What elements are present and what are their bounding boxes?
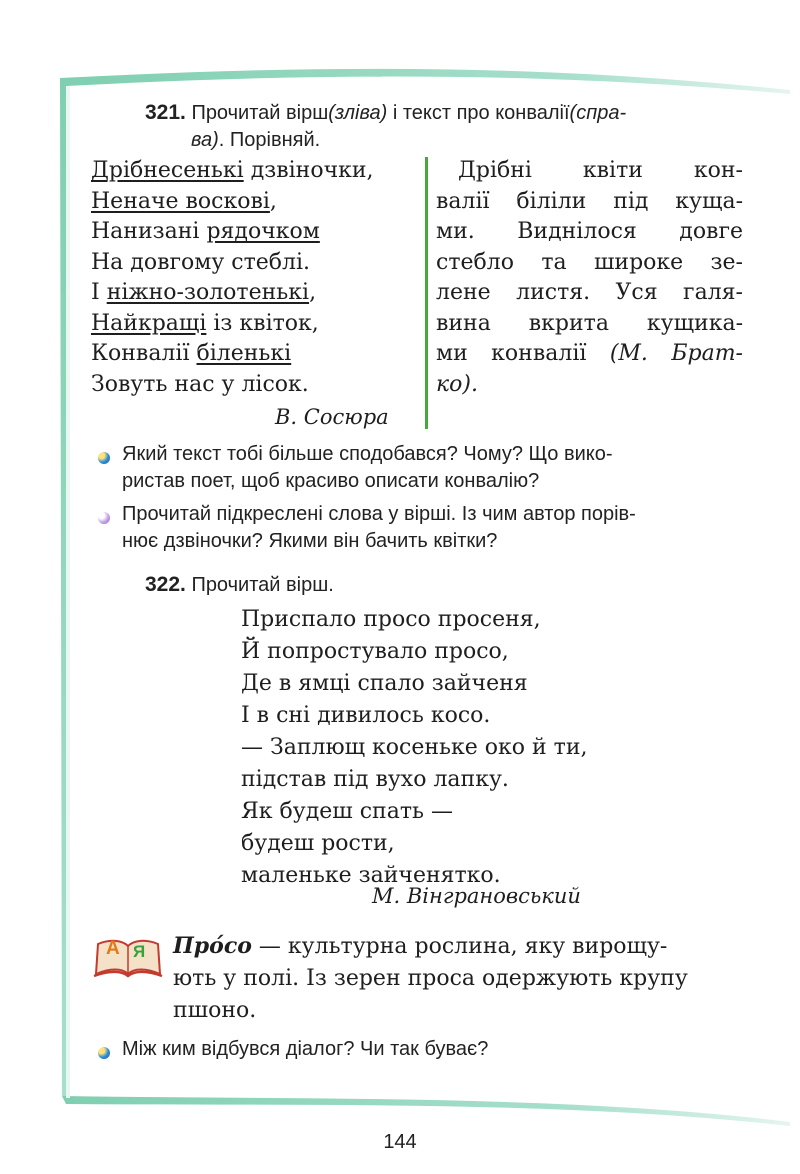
- letter-ya-icon: Я: [133, 942, 146, 961]
- dictionary-book-icon: [92, 934, 164, 978]
- task-text: . Порівняй.: [218, 129, 321, 151]
- task-text: Прочитай вірш: [191, 102, 329, 124]
- poem-line: Найкращі із квіток,: [91, 310, 319, 336]
- poem-line: Де в ямці спало зайченя: [241, 671, 528, 696]
- prose-line: вина вкрита кущика-: [436, 310, 743, 336]
- prose-author: ко).: [436, 371, 478, 397]
- underlined-word: Найкращі: [91, 310, 207, 336]
- question-1: Який текст тобі більше сподобався? Чому? Що вико- ристав поет, щоб красиво описати конвалію?: [122, 443, 613, 492]
- letter-a-icon: А: [106, 938, 120, 959]
- task-321-header: [145, 99, 750, 154]
- dictionary-term: Про́со: [173, 933, 252, 959]
- page-number: 144: [383, 1131, 417, 1153]
- task-text: Прочитай вірш.: [191, 574, 334, 596]
- underlined-word: Неначе воскові: [91, 188, 270, 214]
- poem-line: Неначе воскові,: [91, 188, 277, 214]
- poem-vingranovskyi: [241, 604, 588, 892]
- task-note: ва): [191, 129, 219, 151]
- poem-line: Зовуть нас у лісок.: [91, 371, 309, 397]
- poem-line: Приспало просо просеня,: [241, 607, 541, 632]
- prose-line: валії біліли під куща-: [436, 188, 743, 214]
- poem-line: будеш рости,: [241, 831, 395, 856]
- poem-line: підстав під вухо лапку.: [241, 767, 509, 792]
- question-3: Між ким відбувся діалог? Чи так буває?: [122, 1038, 489, 1060]
- poem-line: маленьке зайченятко.: [241, 863, 501, 888]
- poem-line: Дрібнесенькі дзвіночки,: [91, 158, 374, 183]
- poem-line: Як будеш спать —: [241, 799, 453, 824]
- prose-line: стебло та широке зе-: [436, 249, 743, 275]
- underlined-word: Дрібнесенькі: [91, 158, 244, 183]
- prose-line: ми. Виднілося довге: [436, 219, 743, 244]
- question-2: Прочитай підкреслені слова у вірші. Із чим автор порів- нює дзвіночки? Якими він бачить квітки?: [122, 503, 636, 552]
- task-text: і текст про конвалії: [392, 102, 570, 124]
- underlined-word: ніжно-золотенькі: [106, 280, 310, 305]
- prose-line: лене листя. Уся галя-: [436, 280, 743, 305]
- task-322-header: [145, 571, 334, 599]
- prose-author: (М. Брат-: [609, 341, 743, 366]
- underlined-word: біленькі: [196, 341, 292, 366]
- bullet-blue-icon: [98, 452, 110, 464]
- poem-author: В. Сосюра: [275, 405, 389, 429]
- prose-line: Дрібні квіти кон-: [458, 158, 743, 183]
- poem-line: На довгому стеблі.: [91, 249, 311, 275]
- prose-line: [436, 370, 743, 401]
- poem-line: Нанизані рядочком: [91, 219, 320, 244]
- task-note: (зліва): [328, 102, 388, 124]
- underlined-word: рядочком: [206, 219, 320, 244]
- task-number: 321.: [145, 101, 186, 124]
- task-number: 322.: [145, 573, 186, 596]
- bullet-blue-icon: [98, 1047, 110, 1059]
- bullet-violet-icon: [98, 512, 110, 524]
- poem-line: Конвалії біленькі: [91, 341, 292, 366]
- task-note: (спра-: [569, 102, 627, 124]
- poem-sosiura: [91, 156, 411, 400]
- poem-line: І ніжно-золотенькі,: [91, 280, 317, 305]
- poem-author: М. Вінграновський: [372, 884, 581, 908]
- dictionary-entry: Про́со — культурна рослина, яку вирощу- ють у полі. Із зерен проса одержують крупу пшоно.: [173, 933, 688, 1023]
- poem-line: — Заплющ косеньке око й ти,: [241, 735, 588, 760]
- poem-line: Й попростувало просо,: [241, 639, 509, 664]
- column-divider: [425, 157, 428, 429]
- prose-line: ми конвалії (М. Брат-: [436, 341, 743, 366]
- poem-line: І в сні дивилось косо.: [241, 703, 491, 728]
- prose-bratko: [436, 156, 743, 400]
